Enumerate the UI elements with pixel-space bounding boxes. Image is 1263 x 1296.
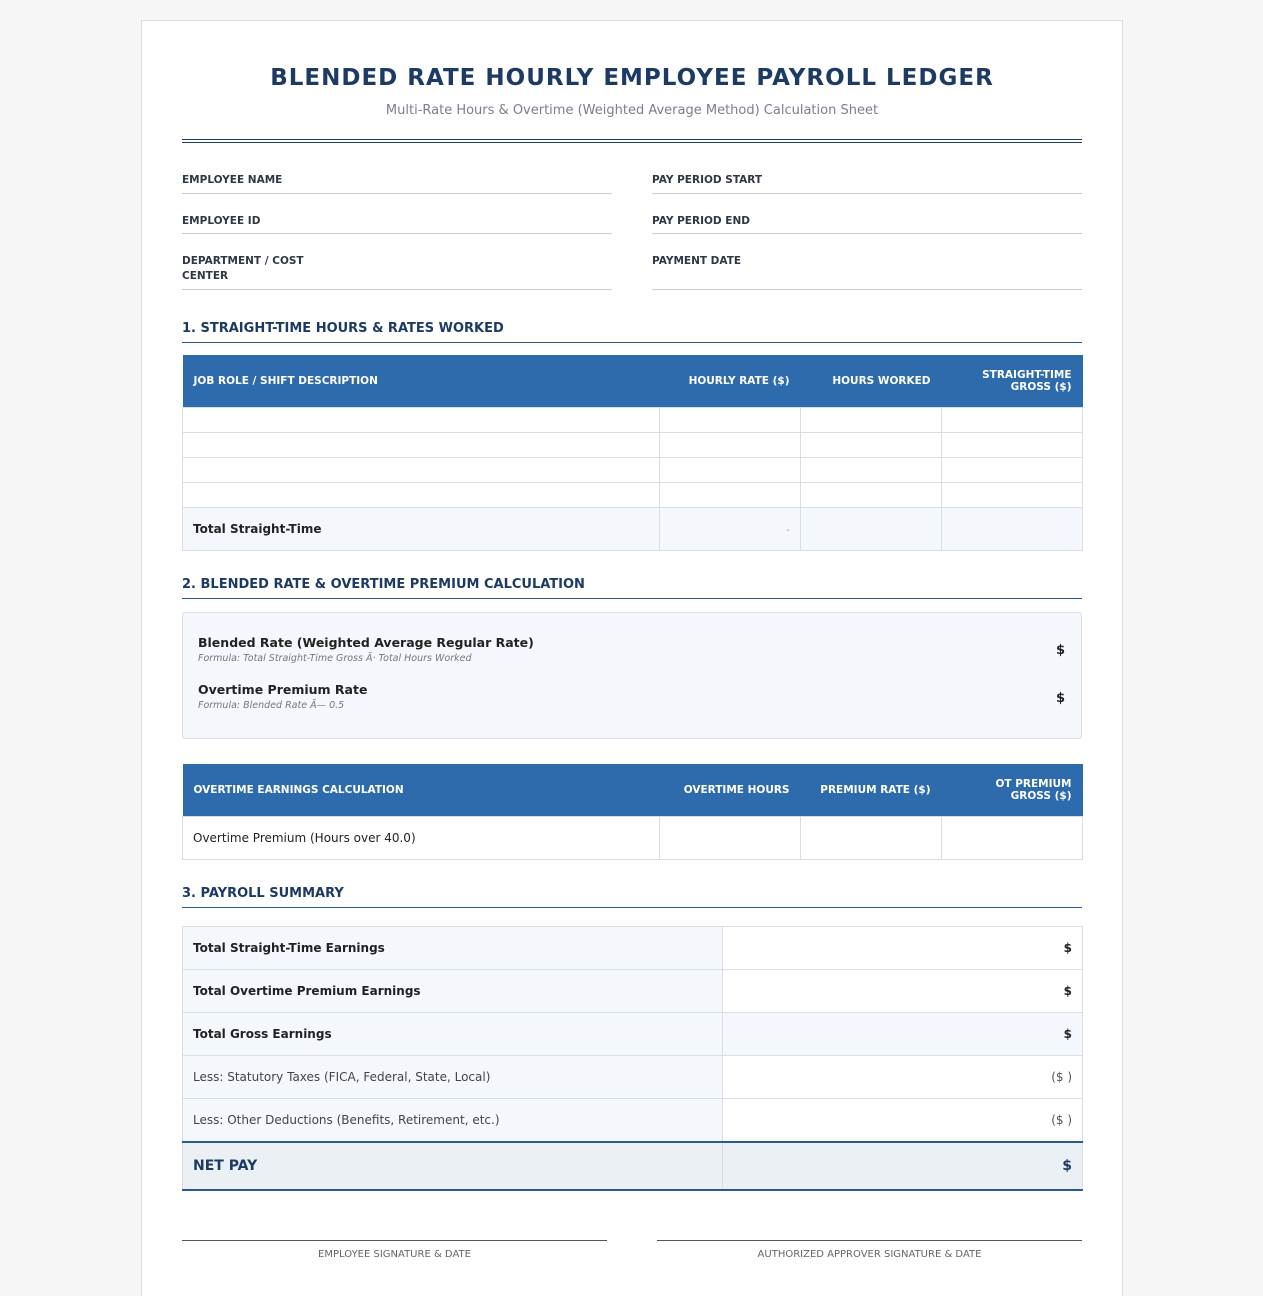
table-row (183, 432, 1083, 457)
gross-cell[interactable] (942, 482, 1083, 507)
total-hours-cell (801, 507, 942, 550)
job-role-cell[interactable] (183, 407, 660, 432)
overtime-row-label: Overtime Premium (Hours over 40.0) (183, 816, 660, 859)
overtime-header (183, 764, 1083, 816)
pay-period-end-label: PAY PERIOD END (652, 215, 750, 227)
blended-rate-item (198, 635, 1058, 664)
hours-worked-cell[interactable] (801, 457, 942, 482)
employee-id-label: EMPLOYEE ID (182, 215, 261, 227)
summary-label: Less: Statutory Taxes (FICA, Federal, State, Local) (183, 1056, 723, 1099)
blended-rate-box (182, 612, 1082, 739)
total-rate-dash: - (786, 524, 790, 536)
col-hourly-rate: HOURLY RATE ($) (660, 355, 801, 407)
summary-value[interactable]: $ (723, 927, 1083, 970)
summary-row (183, 970, 1083, 1013)
blended-rate-formula: Formula: Total Straight-Time Gross Ã· Total Hours Worked (198, 653, 472, 664)
approver-signature-label: AUTHORIZED APPROVER SIGNATURE & DATE (757, 1249, 982, 1260)
col-straight-time-gross: STRAIGHT-TIME GROSS ($) (942, 355, 1083, 407)
gross-cell[interactable] (942, 407, 1083, 432)
hours-worked-cell[interactable] (801, 407, 942, 432)
total-straight-time-label: Total Straight-Time (183, 507, 660, 550)
summary-label: Total Straight-Time Earnings (183, 927, 723, 970)
table-row (183, 482, 1083, 507)
table-row (183, 407, 1083, 432)
department-label-line1: DEPARTMENT / COST (182, 255, 304, 267)
summary-label: Total Gross Earnings (183, 1013, 723, 1056)
page-subtitle: Multi-Rate Hours & Overtime (Weighted Average Method) Calculation Sheet (385, 103, 879, 118)
straight-time-total-row (183, 507, 1083, 550)
summary-row (183, 927, 1083, 970)
net-pay-row (183, 1142, 1083, 1190)
col-ot-premium-gross: OT PREMIUM GROSS ($) (942, 764, 1083, 816)
pay-period-end-field[interactable] (652, 214, 1082, 234)
section-straight-time-title: 1. STRAIGHT-TIME HOURS & RATES WORKED (182, 321, 1082, 343)
overtime-table (182, 764, 1083, 860)
summary-value[interactable]: $ (723, 1013, 1083, 1056)
ot-premium-rate-cell[interactable] (801, 816, 942, 859)
summary-table (182, 926, 1083, 1191)
department-field[interactable] (182, 254, 612, 290)
summary-value[interactable]: ($ ) (723, 1056, 1083, 1099)
payroll-sheet (141, 20, 1123, 1296)
job-role-cell[interactable] (183, 482, 660, 507)
blended-rate-value[interactable]: $ (1055, 643, 1065, 658)
ot-premium-gross-cell[interactable] (942, 816, 1083, 859)
employee-name-label: EMPLOYEE NAME (182, 174, 283, 186)
total-gross-cell (942, 507, 1083, 550)
hourly-rate-cell[interactable] (660, 432, 801, 457)
summary-value[interactable]: $ (723, 970, 1083, 1013)
summary-row (183, 1056, 1083, 1099)
department-label-line2: CENTER (182, 270, 229, 282)
summary-label: Less: Other Deductions (Benefits, Retirement, etc.) (183, 1099, 723, 1142)
section-summary-title: 3. PAYROLL SUMMARY (182, 886, 1082, 908)
summary-row (183, 1099, 1083, 1142)
hourly-rate-cell[interactable] (660, 407, 801, 432)
gross-cell[interactable] (942, 457, 1083, 482)
col-hours-worked: HOURS WORKED (801, 355, 942, 407)
col-ot-hours: OVERTIME HOURS (660, 764, 801, 816)
premium-rate-item (198, 682, 1058, 711)
blended-rate-label: Blended Rate (Weighted Average Regular Rate) (198, 635, 534, 650)
premium-rate-formula: Formula: Blended Rate Ã— 0.5 (198, 700, 345, 711)
summary-row (183, 1013, 1083, 1056)
net-pay-label: NET PAY (183, 1142, 723, 1190)
straight-time-header (183, 355, 1083, 407)
hours-worked-cell[interactable] (801, 432, 942, 457)
straight-time-table (182, 355, 1083, 551)
job-role-cell[interactable] (183, 432, 660, 457)
approver-signature-line[interactable] (657, 1240, 1082, 1260)
employee-name-field[interactable] (182, 173, 612, 194)
job-role-cell[interactable] (183, 457, 660, 482)
col-job-role: JOB ROLE / SHIFT DESCRIPTION (183, 355, 660, 407)
pay-period-start-field[interactable] (652, 173, 1082, 194)
hours-worked-cell[interactable] (801, 482, 942, 507)
employee-id-field[interactable] (182, 214, 612, 234)
employee-signature-label: EMPLOYEE SIGNATURE & DATE (318, 1249, 471, 1260)
page-title: BLENDED RATE HOURLY EMPLOYEE PAYROLL LEDGER (270, 65, 994, 91)
hourly-rate-cell[interactable] (660, 457, 801, 482)
hourly-rate-cell[interactable] (660, 482, 801, 507)
premium-rate-value[interactable]: $ (1055, 691, 1065, 706)
table-row (183, 457, 1083, 482)
overtime-row (183, 816, 1083, 859)
payment-date-label: PAYMENT DATE (652, 255, 742, 267)
section-blended-rate-title: 2. BLENDED RATE & OVERTIME PREMIUM CALCULATION (182, 577, 1082, 599)
ot-hours-cell[interactable] (660, 816, 801, 859)
title-divider (182, 139, 1082, 143)
pay-period-start-label: PAY PERIOD START (652, 174, 763, 186)
total-rate-cell (660, 507, 801, 550)
col-ot-calculation: OVERTIME EARNINGS CALCULATION (183, 764, 660, 816)
gross-cell[interactable] (942, 432, 1083, 457)
net-pay-value[interactable]: $ (723, 1142, 1083, 1190)
summary-label: Total Overtime Premium Earnings (183, 970, 723, 1013)
col-premium-rate: PREMIUM RATE ($) (801, 764, 942, 816)
summary-value[interactable]: ($ ) (723, 1099, 1083, 1142)
payment-date-field[interactable] (652, 254, 1082, 290)
premium-rate-label: Overtime Premium Rate (198, 682, 368, 697)
employee-signature-line[interactable] (182, 1240, 607, 1260)
